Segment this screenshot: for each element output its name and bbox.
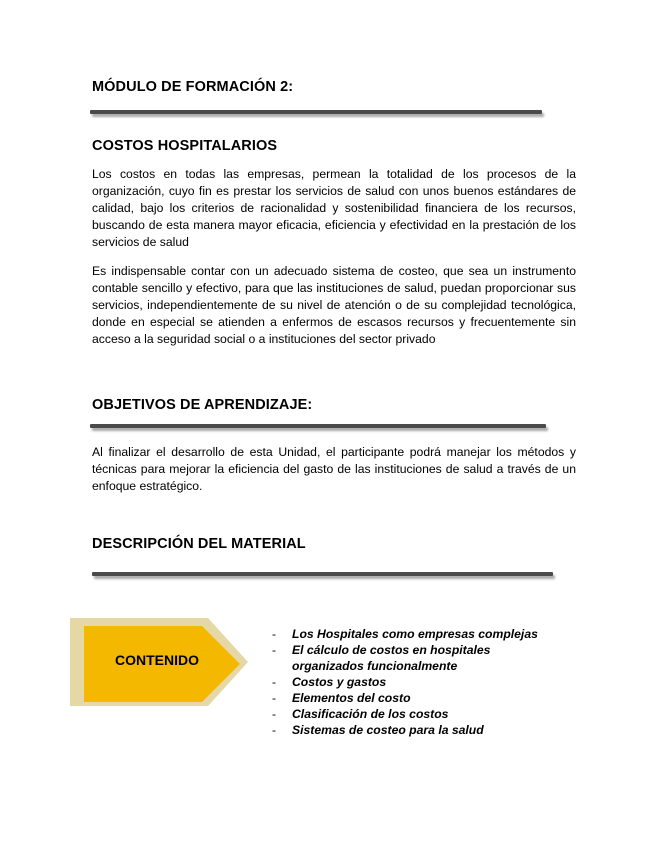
list-item-text: Sistemas de costeo para la salud: [292, 723, 484, 737]
costs-heading: COSTOS HOSPITALARIOS: [92, 138, 278, 154]
dash-bullet: -: [272, 691, 277, 705]
list-item: [272, 642, 538, 674]
list-item: [272, 674, 538, 690]
dash-bullet: -: [272, 627, 277, 641]
list-item-text: El cálculo de costos en hospitales organizados funcionalmente: [292, 643, 491, 673]
material-heading: DESCRIPCIÓN DEL MATERIAL: [92, 536, 306, 552]
dash-bullet: -: [272, 723, 277, 737]
list-item-text: Elementos del costo: [292, 691, 411, 705]
list-item-text: Costos y gastos: [292, 675, 387, 689]
list-item-text: Los Hospitales como empresas complejas: [292, 627, 538, 641]
section-divider: [92, 572, 553, 576]
objectives-paragraph: Al finalizar el desarrollo de esta Unidad, el participante podrá manejar los métodos y técnicas para mejorar la eficiencia del gasto de las instituciones de salud a través de un enfoque estratégico.: [92, 445, 576, 493]
section-divider: [90, 110, 542, 114]
costs-paragraph-2: Es indispensable contar con un adecuado sistema de costeo, que sea un instrumento contable sencillo y efectivo, para que las instituciones de salud, puedan proporcionar sus servicios, independientemente de su nivel de atención o de su complejidad tecnológica, donde en especial se atienden a enfermos de escasos recursos y frecuentemente sin acceso a la seguridad social o a instituciones del sector privado: [92, 264, 576, 346]
list-item-text: Clasificación de los costos: [292, 707, 449, 721]
section-divider: [90, 424, 546, 428]
module-title: MÓDULO DE FORMACIÓN 2:: [92, 79, 294, 95]
list-item: [272, 706, 538, 722]
dash-bullet: -: [272, 675, 277, 689]
list-item: [272, 626, 538, 642]
dash-bullet: -: [272, 707, 277, 721]
content-label: CONTENIDO: [115, 652, 199, 668]
list-item: [272, 722, 538, 738]
dash-bullet: -: [272, 643, 277, 657]
list-item: [272, 690, 538, 706]
costs-paragraph-1: Los costos en todas las empresas, permean la totalidad de los procesos de la organización, cuyo fin es prestar los servicios de salud con unos buenos estándares de calidad, bajo los criterios de racionalidad y sostenibilidad financiera de los recursos, buscando de esta manera mayor eficacia, eficiencia y efectividad en la prestación de los servicios de salud: [92, 167, 576, 249]
objectives-heading: OBJETIVOS DE APRENDIZAJE:: [92, 397, 313, 413]
content-list: [272, 626, 538, 738]
